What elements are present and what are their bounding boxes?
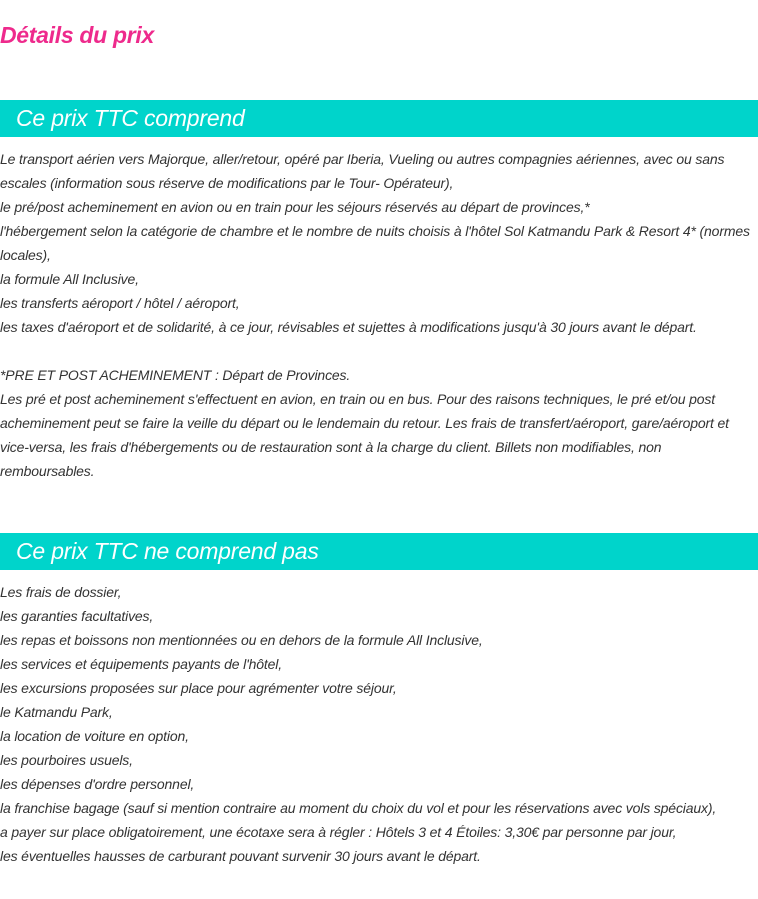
transfer-note-title: *PRE ET POST ACHEMINEMENT : Départ de Provinces.: [0, 367, 351, 383]
page-title: Détails du prix: [0, 22, 154, 48]
includes-item: les taxes d'aéroport et de solidarité, à ce jour, révisables et sujettes à modifications jusqu'à 30 jours avant le départ.: [0, 319, 697, 335]
excludes-section-body: [0, 580, 755, 868]
transfer-note-text: Les pré et post acheminement s'effectuent en avion, en train ou en bus. Pour des raisons techniques, le pré et/ou post acheminement peut se faire la veille du départ ou le lendemain du retour. Les frais de transfert/aéroport, gare/aéroport et vice-versa, les frais d'hébergements ou de restauration sont à la charge du client. Billets non modifiables, non remboursables.: [0, 391, 729, 479]
includes-item: l'hébergement selon la catégorie de chambre et le nombre de nuits choisis à l'hôtel Sol Katmandu Park & Resort 4* (normes locales),: [0, 223, 750, 263]
includes-item: les transferts aéroport / hôtel / aéroport,: [0, 295, 240, 311]
spacer: [0, 339, 755, 363]
includes-item: Le transport aérien vers Majorque, aller/retour, opéré par Iberia, Vueling ou autres compagnies aériennes, avec ou sans escales (information sous réserve de modifications par le Tour- Opérateur),: [0, 151, 725, 191]
excludes-item: la location de voiture en option,: [0, 728, 189, 744]
excludes-item: les pourboires usuels,: [0, 752, 133, 768]
excludes-item: Les frais de dossier,: [0, 584, 122, 600]
excludes-item: les services et équipements payants de l'hôtel,: [0, 656, 283, 672]
excludes-item: les repas et boissons non mentionnées ou en dehors de la formule All Inclusive,: [0, 632, 483, 648]
excludes-item: la franchise bagage (sauf si mention contraire au moment du choix du vol et pour les réservations avec vols spéciaux),: [0, 800, 717, 816]
excludes-item: les éventuelles hausses de carburant pouvant survenir 30 jours avant le départ.: [0, 848, 481, 864]
excludes-item: les dépenses d'ordre personnel,: [0, 776, 195, 792]
includes-item: la formule All Inclusive,: [0, 271, 139, 287]
excludes-item: les garanties facultatives,: [0, 608, 154, 624]
excludes-section-header: Ce prix TTC ne comprend pas: [0, 533, 758, 570]
includes-section-body: [0, 147, 755, 483]
includes-section-header: Ce prix TTC comprend: [0, 100, 758, 137]
excludes-item: a payer sur place obligatoirement, une écotaxe sera à régler : Hôtels 3 et 4 Étoiles: 3,30€ par personne par jour,: [0, 824, 677, 840]
excludes-item: le Katmandu Park,: [0, 704, 113, 720]
excludes-item: les excursions proposées sur place pour agrémenter votre séjour,: [0, 680, 397, 696]
includes-item: le pré/post acheminement en avion ou en train pour les séjours réservés au départ de provinces,*: [0, 199, 590, 215]
